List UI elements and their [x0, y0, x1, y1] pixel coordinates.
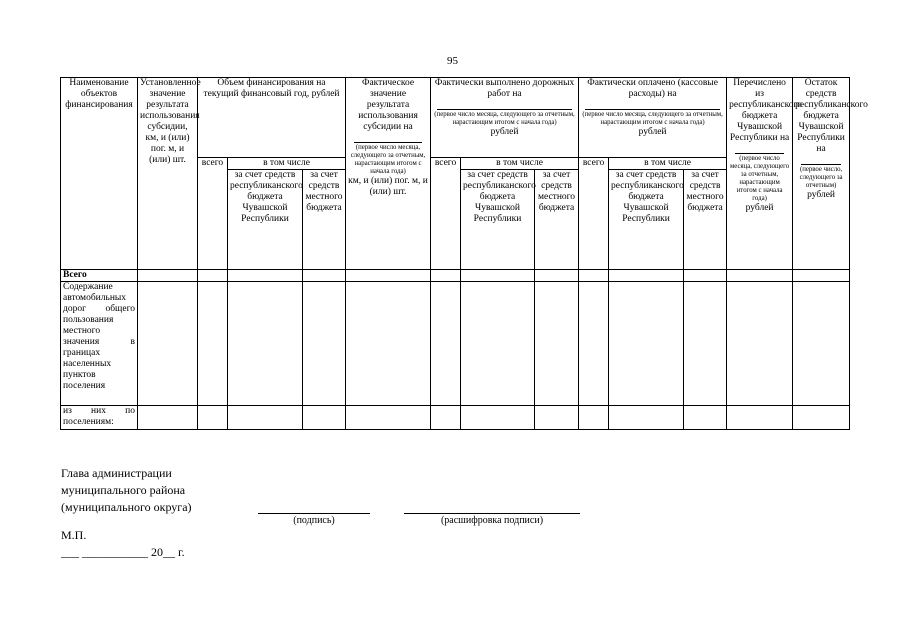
signatory-title-3: (муниципального округа) [61, 500, 192, 514]
signature-line [258, 513, 370, 514]
balance-unit: рублей [807, 190, 836, 200]
header-paid [579, 78, 727, 158]
done-note: (первое число месяца, следующего за отчетным, нарастающим итогом с начала года) [434, 111, 575, 126]
table-row-total [61, 270, 850, 282]
actual-value-label: Фактическое значение результата использования субсидии на [358, 78, 418, 132]
table-row-settlements [61, 406, 850, 430]
done-total-header: всего [431, 158, 461, 270]
done-rep-budget-header: за счет средств республиканского бюджета Чувашской Республики [461, 170, 535, 270]
header-done [431, 78, 579, 158]
signature-decode-caption: (расшифровка подписи) [440, 515, 544, 526]
volume-rep-budget-header: за счет средств республиканского бюджета Чувашской Республики [228, 170, 303, 270]
signature-caption: (подпись) [293, 515, 335, 526]
date-line: ___ ___________ 20__ г. [61, 545, 185, 559]
header-actual-value [346, 78, 431, 270]
blank-line [437, 100, 572, 110]
blank-line [585, 100, 720, 110]
done-unit: рублей [490, 127, 519, 137]
table-row-maintenance [61, 282, 850, 406]
signature-decode-line [404, 513, 580, 514]
header-established: Установленное значение результата использования субсидии, км, и (или) пог. м, и (или) шт. [138, 78, 198, 270]
signatory-title-1: Глава администрации [61, 466, 172, 480]
volume-local-budget-header: за счет средств местного бюджета [303, 170, 346, 270]
header-name: Наименование объектов финансирования [61, 78, 138, 270]
row-label-settlements: из них по поселениям: [61, 406, 138, 430]
page-number: 95 [447, 55, 458, 67]
blank-line [735, 144, 784, 154]
done-local-budget-header: за счет средств местного бюджета [535, 170, 579, 270]
seal-label: М.П. [61, 528, 87, 542]
actual-value-note: (первое число месяца, следующего за отчетным, нарастающим итогом с начала года) [350, 144, 426, 175]
transferred-unit: рублей [745, 203, 774, 213]
blank-line [354, 133, 422, 143]
paid-note: (первое число месяца, следующего за отчетным, нарастающим итогом с начала года) [582, 111, 723, 126]
header-balance [793, 78, 868, 270]
paid-unit: рублей [638, 127, 667, 137]
done-including-header: в том числе [461, 158, 579, 170]
actual-value-unit: км, и (или) пог. м, и (или) шт. [348, 176, 428, 197]
header-volume: Объем финансирования на текущий финансовый год, рублей [198, 78, 346, 158]
paid-including-header: в том числе [609, 158, 727, 170]
balance-label: Остаток средств республиканского бюджета Чувашской Республики на [795, 78, 868, 154]
header-transferred [727, 78, 802, 270]
volume-including-header: в том числе [228, 158, 346, 170]
row-label-total: Всего [61, 270, 138, 282]
paid-total-header: всего [579, 158, 609, 270]
volume-total-header: всего [198, 158, 228, 270]
transferred-label: Перечислено из республиканского бюджета Чувашской Республики на [729, 78, 802, 143]
blank-line [801, 155, 841, 165]
paid-rep-budget-header: за счет средств республиканского бюджета Чувашской Республики [609, 170, 684, 270]
row-label-maintenance: Содержание автомобильных дорог общего пользования местного значения в границах населенных пунктов поселения [61, 282, 138, 406]
balance-note: (первое число, следующего за отчетным) [799, 166, 843, 189]
paid-label: Фактически оплачено (кассовые расходы) на [587, 78, 718, 99]
paid-local-budget-header: за счет средств местного бюджета [684, 170, 727, 270]
subsidy-report-table [60, 77, 868, 430]
transferred-note: (первое число месяца, следующего за отчетным, нарастающим итогом с начала года) [729, 155, 790, 202]
signatory-title-2: муниципального района [61, 483, 186, 497]
done-label: Фактически выполнено дорожных работ на [434, 78, 575, 99]
